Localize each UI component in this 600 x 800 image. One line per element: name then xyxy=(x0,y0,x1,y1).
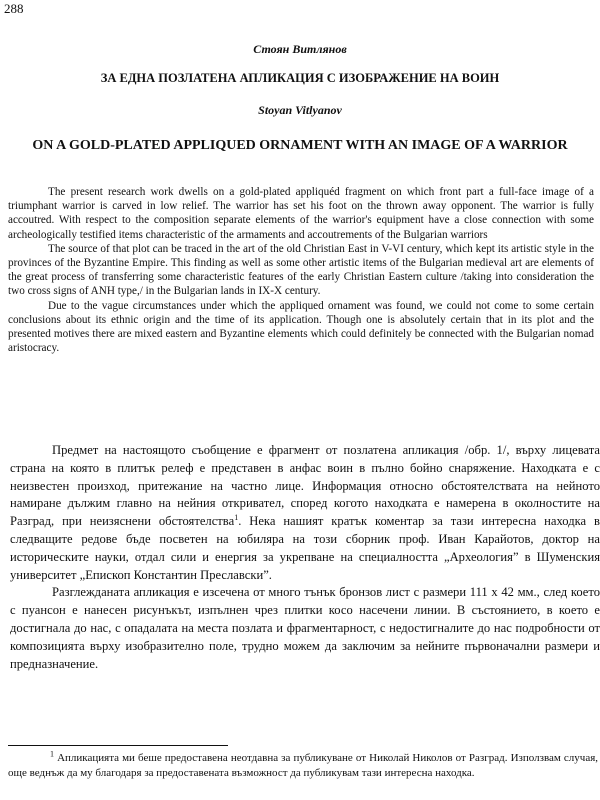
body-paragraph xyxy=(10,442,600,584)
main-body-text xyxy=(10,442,600,673)
body-paragraph: Разглежданата апликация е изсечена от много тънък бронзов лист с размери 111 х 42 мм., след което с пуансон е нанесен рисунъкът, изпълнен чрез плитки косо насечени линии. В състоянието, в което е достигнала до нас, с опадалата на места позлата и фрагментарност, с недостигналите до нас подробности от композицията върху изобразително поле, трудно можем да заключим за нейните първоначални размери и предназначение. xyxy=(10,585,600,671)
abstract-paragraph: The present research work dwells on a gold-plated appliquéd fragment on which front part a full-face image of a triumphant warrior is carved in low relief. The warrior has set his foot on the thrown away opponent. The warrior is fully accoutred. With respect to the composition separate elements of the warrior's equipment have a close connection with some archeologically testified items characteristic of the armaments and accoutrements of the Bulgarian warriors xyxy=(8,186,594,241)
author-name-english: Stoyan Vitlyanov xyxy=(258,103,342,117)
title-bulgarian: ЗА ЕДНА ПОЗЛАТЕНА АПЛИКАЦИЯ С ИЗОБРАЖЕНИЕ НА ВОИН xyxy=(100,71,500,85)
abstract-paragraph: Due to the vague circumstances under which the appliqued ornament was found, we could not come to some certain conclusions about its ethnic origin and the time of its application. Though one is absolutely certain that in its plot and the presented motives there are mixed eastern and Byzantine elements which could definitely be connected with the Bulgarian nomad aristocracy. xyxy=(8,299,594,355)
english-abstract xyxy=(8,185,594,355)
author-name-bulgarian: Стоян Витлянов xyxy=(253,42,347,56)
footnote-mark: 1 xyxy=(50,749,54,759)
page-number: 288 xyxy=(4,1,24,16)
title-english: ON A GOLD-PLATED APPLIQUED ORNAMENT WITH AN IMAGE OF A WARRIOR xyxy=(32,138,568,153)
footnote-reference[interactable]: 1 xyxy=(234,513,239,522)
footnote-text: Апликацията ми беше предоставена неотдавна за публикуване от Николай Николов от Разград. Използвам случая, още веднъж да му благодаря за предоставената възможност да публикувам тази интересна находка. xyxy=(8,752,599,779)
abstract-paragraph: The source of that plot can be traced in the art of the old Christian East in V-VI century, which kept its artistic style in the provinces of the Byzantine Empire. This finding as well as some other artistic items of the Bulgarian medieval art are elements of the great process of transferring some characteristic features of the early Christian Eastern culture /taking into consideration the two cross signs of ANH type,/ in the Bulgarian lands in IX-X century. xyxy=(8,242,594,298)
body-text-segment: Предмет на настоящото съобщение е фрагмент от позлатена апликация /обр. 1/, върху лицевата страна на която в плитък релеф е представен в анфас воин в пълно бойно снаряжение. Находката е с неизвестен произход, притежание на частно лице. Информация относно обстоятелствата на нейното намиране дължим главно на нейния откривател, според когото находката е намерена в околностите на Разград, при неизяснени обстоятелства xyxy=(10,443,600,529)
body-text-segment: . Нека нашият кратък коментар за тази интересна находка в следващите редове бъде посветен на юбиляра на този сборник проф. Иван Карайотов, доктор на историческите науки, отдал сили и енергия за укрепване на специалността „Археология” в Шуменския университет „Епископ Константин Преславски”. xyxy=(10,514,600,582)
footnote xyxy=(8,751,598,781)
footnote-separator xyxy=(8,745,228,746)
